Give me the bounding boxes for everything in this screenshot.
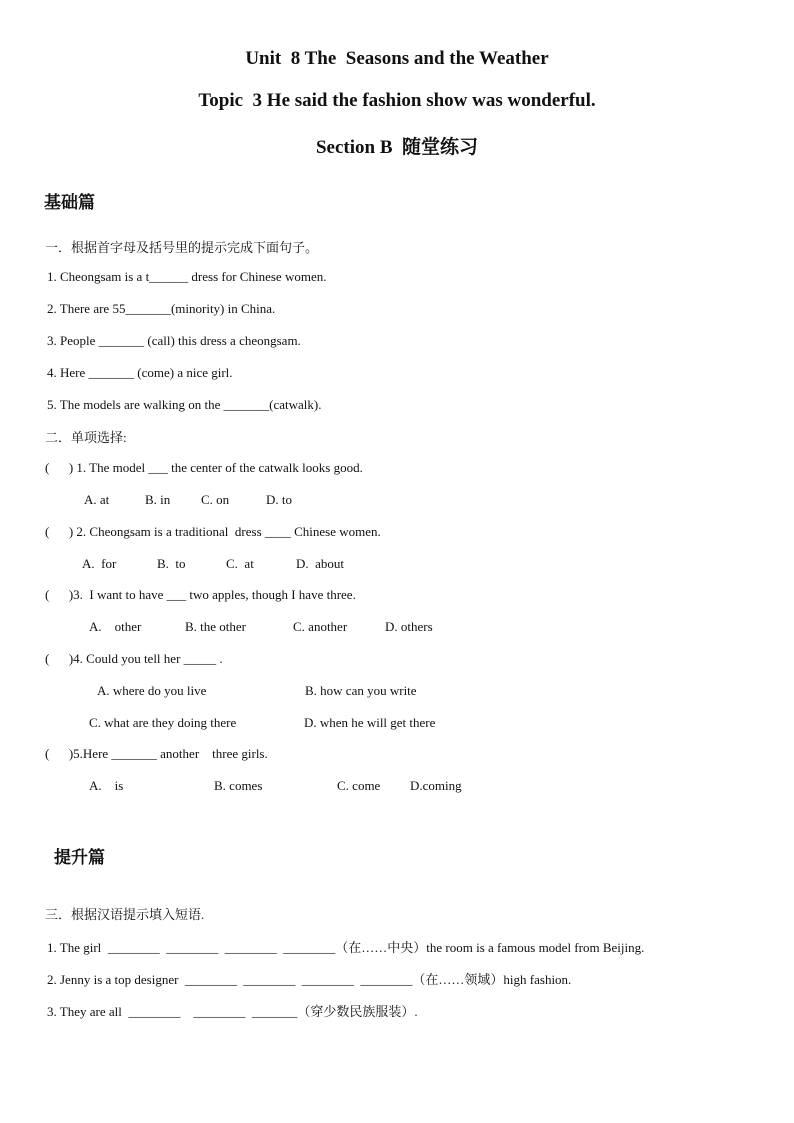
q2-item-5-option-d: D.coming	[410, 778, 462, 793]
basic-heading: 基础篇	[44, 193, 95, 212]
q2-item-3-option-a: A. other	[89, 619, 142, 634]
q2-item-3-option-c: C. another	[293, 619, 348, 634]
q2-item-2-option-a: A. for	[82, 556, 117, 571]
q2-item-4-option-d: D. when he will get there	[304, 715, 436, 730]
q2-item-5-stem: ( )5.Here _______ another three girls.	[45, 746, 268, 761]
q2-item-2-option-d: D. about	[296, 556, 345, 571]
q1-item-3: 3. People _______ (call) this dress a cheongsam.	[47, 333, 301, 348]
q3-instruction: 三．根据汉语提示填入短语.	[45, 907, 205, 922]
q3-item-2: 2. Jenny is a top designer ________ ________ ________ ________（在……领域）high fashion.	[47, 972, 572, 987]
q2-item-1-stem: ( ) 1. The model ___ the center of the catwalk looks good.	[45, 460, 363, 475]
q2-item-1-option-b: B. in	[145, 492, 171, 507]
q2-item-4-option-a: A. where do you live	[97, 683, 207, 698]
q1-item-5: 5. The models are walking on the _______(catwalk).	[47, 397, 322, 412]
title-topic: Topic 3 He said the fashion show was wonderful.	[198, 90, 596, 111]
q2-item-4-option-b: B. how can you write	[305, 683, 417, 698]
q2-item-3-option-b: B. the other	[185, 619, 247, 634]
q2-item-2-stem: ( ) 2. Cheongsam is a traditional dress ____ Chinese women.	[45, 524, 381, 539]
q2-item-1-option-a: A. at	[84, 492, 110, 507]
advanced-heading: 提升篇	[54, 848, 105, 867]
q2-item-4-stem: ( )4. Could you tell her _____ .	[45, 651, 223, 666]
q3-item-1: 1. The girl ________ ________ ________ ________（在……中央）the room is a famous model from Beijing.	[47, 940, 645, 955]
q1-item-1: 1. Cheongsam is a t______ dress for Chinese women.	[47, 269, 327, 284]
title-section: Section B 随堂练习	[315, 137, 479, 158]
q3-item-3: 3. They are all ________ ________ _______（穿少数民族服装）.	[47, 1004, 418, 1019]
q1-item-2: 2. There are 55_______(minority) in China.	[47, 301, 276, 316]
q2-item-5-option-c: C. come	[337, 778, 381, 793]
q2-item-2-option-c: C. at	[226, 556, 254, 571]
q1-item-4: 4. Here _______ (come) a nice girl.	[47, 365, 233, 380]
q2-instruction: 二．单项选择:	[45, 430, 127, 445]
q2-item-1-option-d: D. to	[266, 492, 292, 507]
q2-item-4-option-c: C. what are they doing there	[89, 715, 237, 730]
q1-instruction: 一．根据首字母及括号里的提示完成下面句子。	[45, 240, 319, 255]
q2-item-5-option-b: B. comes	[214, 778, 263, 793]
q2-item-2-option-b: B. to	[157, 556, 186, 571]
q2-item-3-option-d: D. others	[385, 619, 433, 634]
title-unit: Unit 8 The Seasons and the Weather	[245, 48, 549, 69]
q2-item-3-stem: ( )3. I want to have ___ two apples, though I have three.	[45, 587, 356, 602]
q2-item-5-option-a: A. is	[89, 778, 124, 793]
q2-item-1-option-c: C. on	[201, 492, 230, 507]
